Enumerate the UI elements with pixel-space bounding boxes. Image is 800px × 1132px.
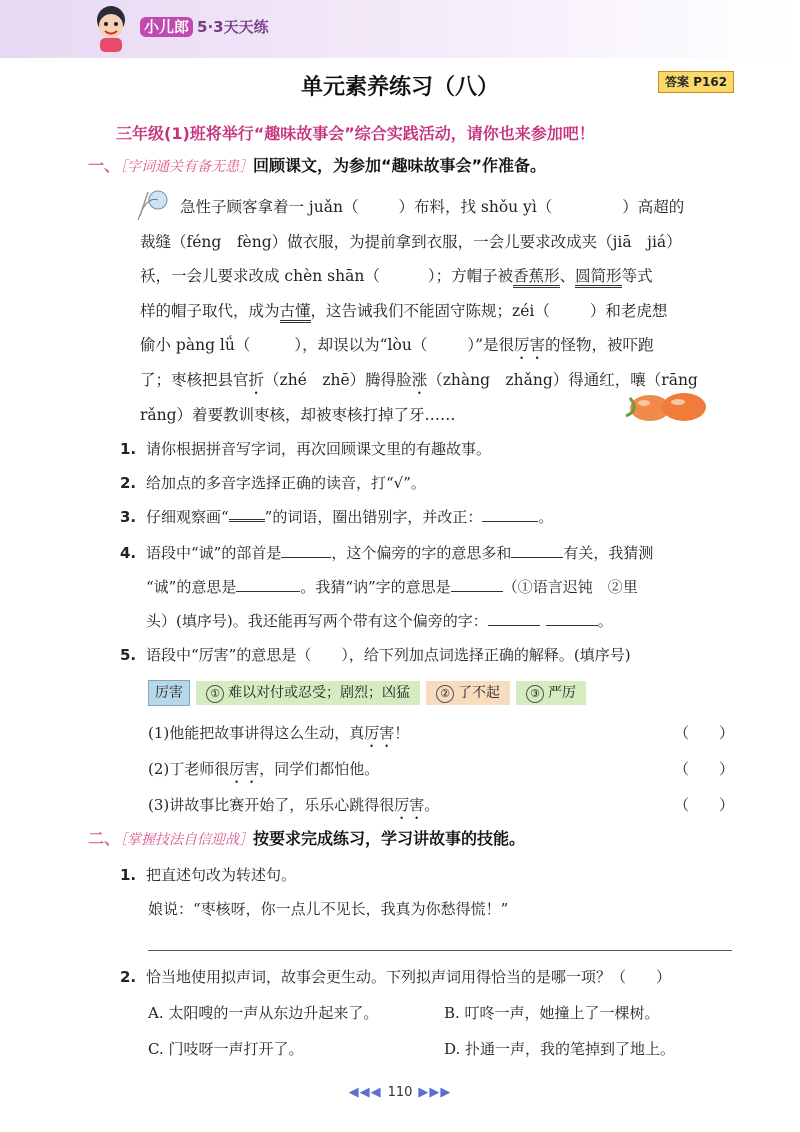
- passage-line: 袄，一会儿要求改成 chèn shān（ ）；方帽子被香蕉形、圆简形等式: [140, 259, 730, 294]
- question-1: 1. 请你根据拼音写字词，再次回顾课文里的有趣故事。: [120, 440, 492, 458]
- next-arrows-icon: ▶▶▶: [418, 1085, 452, 1100]
- answer-line[interactable]: [148, 950, 732, 951]
- answer-blank[interactable]: [488, 625, 540, 626]
- option-a[interactable]: A. 太阳嗖的一声从东边升起来了。: [148, 1004, 379, 1022]
- jujube-icon: [620, 388, 720, 428]
- question-2: 2. 给加点的多音字选择正确的读音，打“√”。: [120, 474, 426, 492]
- answer-blank[interactable]: [482, 521, 538, 522]
- answer-paren[interactable]: （ ）: [674, 760, 735, 778]
- definition-option-3: ③ 严厉: [516, 681, 586, 705]
- brand-name: 小儿郎: [140, 17, 193, 37]
- question-3: 3. 仔细观察画“ ”的词语，圈出错别字，并改正： 。: [120, 508, 554, 526]
- passage-line: 裁缝（féng fèng）做衣服，为提前拿到衣服，一会儿要求改成夹（jiā jiá）: [140, 232, 682, 251]
- section-instruction: 按要求完成练习，学习讲故事的技能。: [253, 829, 526, 848]
- mascot-icon: [88, 2, 134, 52]
- intro-text: 三年级(1)班将举行“趣味故事会”综合实践活动，请你也来参加吧！: [116, 124, 595, 143]
- section-number: 二、: [88, 829, 121, 848]
- section-two-heading: [88, 826, 525, 849]
- answer-blank[interactable]: [511, 557, 563, 558]
- passage-line: 急性子顾客拿着一 juǎn（ ）布料，找 shǒu yì（ ）高超的: [180, 198, 685, 216]
- definition-option-1: ① 难以对付或忍受；剧烈；凶猛: [196, 681, 420, 705]
- question-4-cont2: 头）(填序号)。我还能再写两个带有这个偏旁的字： 。: [146, 612, 613, 630]
- answer-blank[interactable]: [281, 557, 331, 558]
- page-footer: [0, 1085, 800, 1100]
- prev-arrows-icon: ◀◀◀: [348, 1085, 382, 1100]
- definition-options: [148, 680, 592, 710]
- section-tag: ［字词通关有备无患］: [120, 159, 254, 175]
- answer-blank[interactable]: [546, 625, 598, 626]
- answer-paren[interactable]: （ ）: [674, 796, 735, 814]
- page-title: 单元素养练习（八）: [300, 75, 499, 100]
- section2-question-2: 2. 恰当地使用拟声词，故事会更生动。下列拟声词用得恰当的是哪一项？（ ）: [120, 968, 672, 986]
- answer-blank[interactable]: [236, 591, 300, 592]
- passage-line: 了；枣核把县官折（zhé zhē）腾得脸涨（zhàng zhǎng）得通红，嚷（rāng: [140, 371, 698, 389]
- brand-series: 5·3天天练: [197, 18, 269, 36]
- brand-logo: [140, 16, 269, 37]
- section-tag: ［掌握技法自信迎战］: [120, 832, 254, 848]
- page-number: 110: [387, 1085, 413, 1100]
- quote-sentence: 娘说：“枣核呀，你一点儿不见长，我真为你愁得慌！”: [148, 900, 509, 918]
- passage-line: 样的帽子取代，成为古懂，这告诫我们不能固守陈规；zéi（ ）和老虎想: [140, 294, 730, 329]
- definition-option-2: ② 了不起: [426, 681, 510, 705]
- answer-page: P162: [693, 75, 728, 89]
- section-one-heading: [88, 153, 546, 176]
- section-number: 一、: [88, 156, 121, 175]
- sentence-1: (1)他能把故事讲得这么生动，真厉害！: [148, 724, 410, 742]
- sentence-3: (3)讲故事比赛开始了，乐乐心跳得很厉害。: [148, 796, 440, 814]
- answer-label: 答案: [665, 75, 690, 89]
- answer-blank[interactable]: [451, 591, 503, 592]
- sentence-2: (2)丁老师很厉害，同学们都怕他。: [148, 760, 380, 778]
- option-b[interactable]: B. 叮咚一声，她撞上了一棵树。: [444, 1004, 660, 1022]
- answer-badge: [658, 71, 734, 93]
- option-d[interactable]: D. 扑通一声，我的笔掉到了地上。: [444, 1040, 676, 1058]
- passage-line: rǎng）着要教训枣核，却被枣核打掉了牙……: [140, 406, 456, 424]
- question-5: 5. 语段中“厉害”的意思是（ ），给下列加点词选择正确的解释。(填序号): [120, 646, 631, 664]
- passage-line: 偷小 pàng lǘ（ ），却误以为“lòu（ ）”是很厉害的怪物，被吓跑: [140, 336, 654, 354]
- question-4: 4. 语段中“诚”的部首是 ，这个偏旁的字的意思多和 有关，我猜测: [120, 544, 654, 562]
- answer-paren[interactable]: （ ）: [674, 724, 735, 742]
- option-c[interactable]: C. 门吱呀一声打开了。: [148, 1040, 304, 1058]
- definition-term: 厉害: [148, 680, 190, 706]
- question-4-cont: “诚”的意思是 。我猜“讷”字的意思是 （①语言迟钝 ②里: [146, 578, 638, 596]
- section-instruction: 回顾课文，为参加“趣味故事会”作准备。: [253, 156, 547, 175]
- answer-blank[interactable]: [229, 519, 265, 522]
- section2-question-1: 1. 把直述句改为转述句。: [120, 866, 297, 884]
